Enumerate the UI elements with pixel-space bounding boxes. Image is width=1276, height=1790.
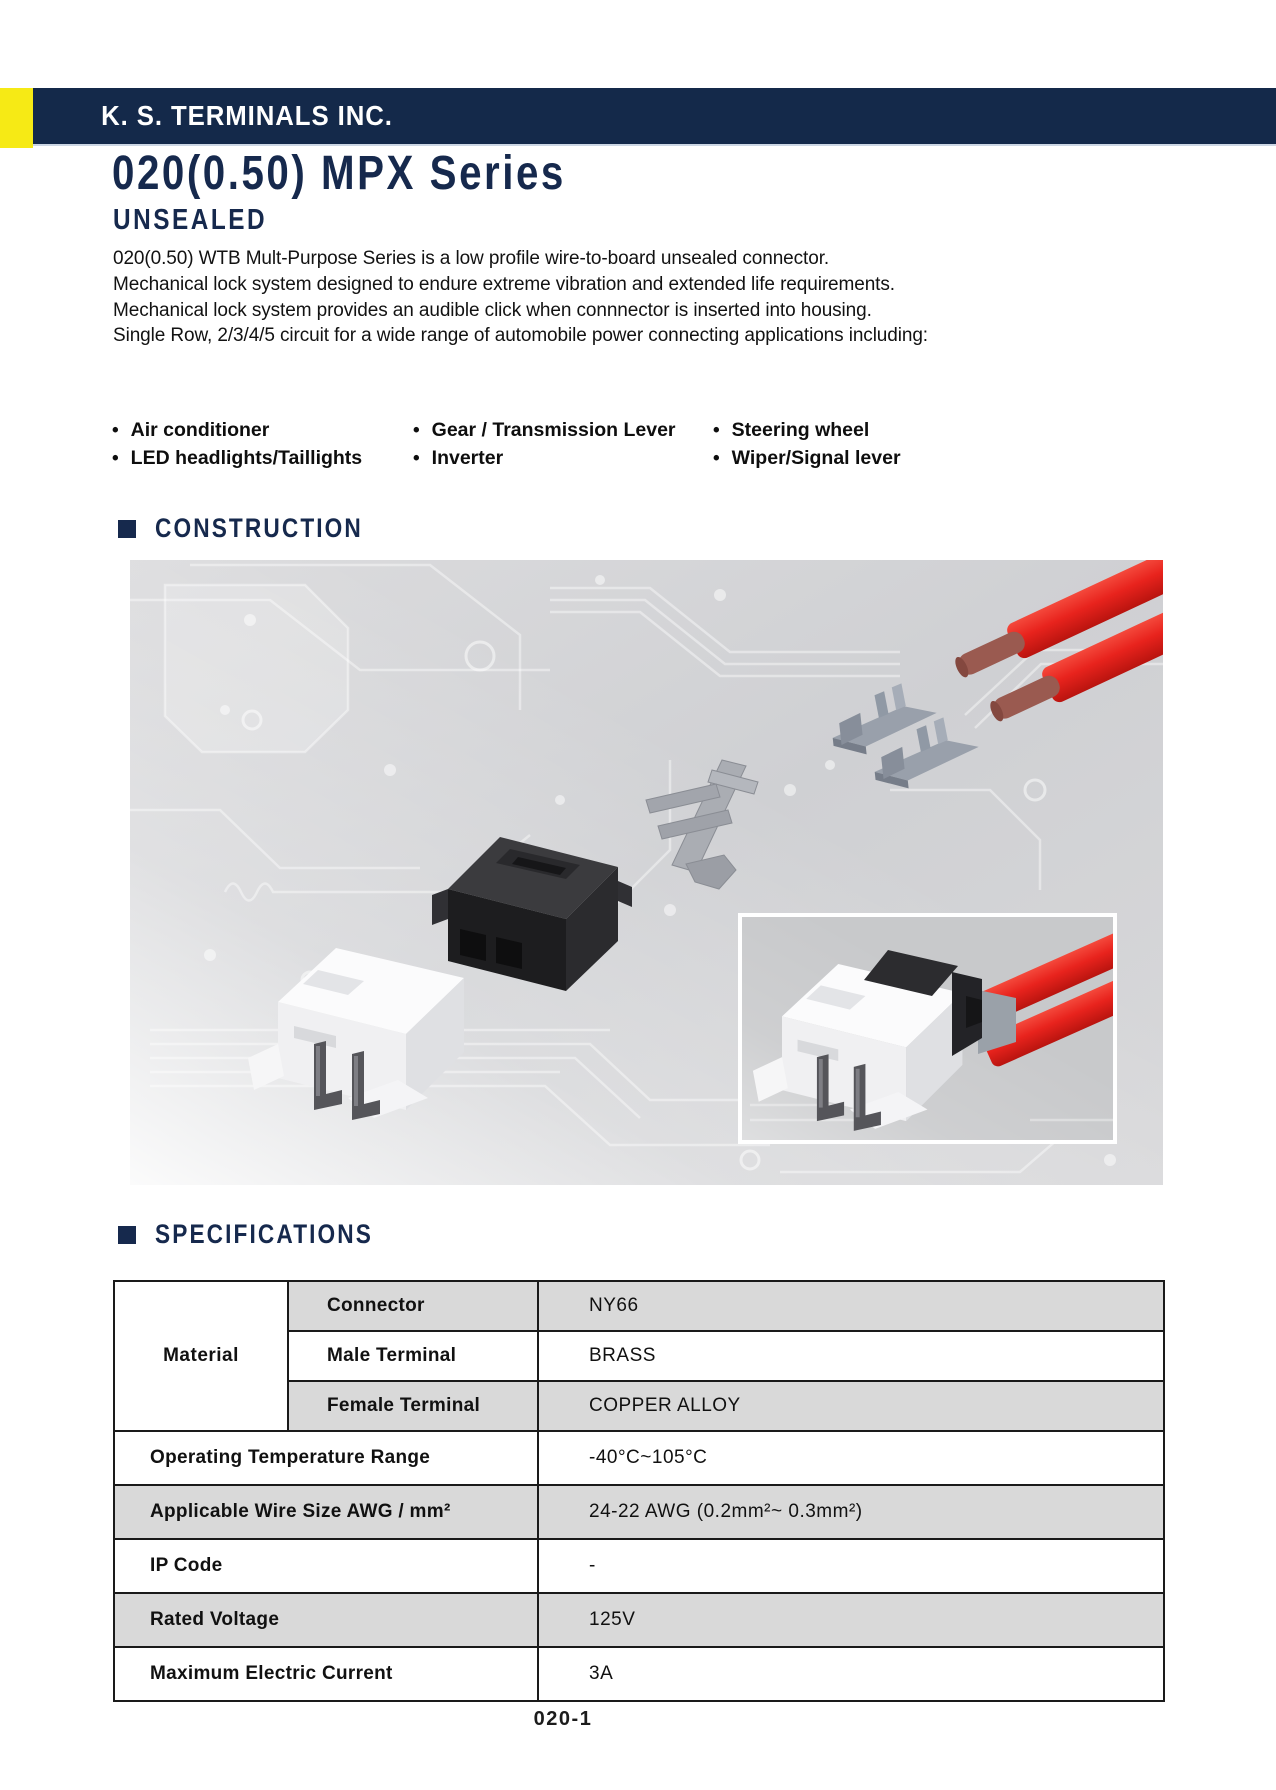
row-value: 125V [538, 1593, 1164, 1647]
yellow-accent-block [0, 88, 33, 148]
list-item: • Inverter [413, 447, 676, 475]
row-label: Operating Temperature Range [114, 1431, 538, 1485]
applications-column-1 [112, 419, 362, 475]
row-label: Rated Voltage [114, 1593, 538, 1647]
specifications-section-heading [118, 1219, 415, 1250]
table-row [114, 1431, 1164, 1485]
description-line: Single Row, 2/3/4/5 circuit for a wide range of automobile power connecting applications including: [113, 325, 928, 347]
construction-illustration [130, 560, 1163, 1185]
table-row [114, 1281, 1164, 1331]
list-item: • Air conditioner [112, 419, 362, 447]
description-line: 020(0.50) WTB Mult-Purpose Series is a low profile wire-to-board unsealed connector. [113, 248, 830, 269]
list-item: • Gear / Transmission Lever [413, 419, 676, 447]
section-title: SPECIFICATIONS [155, 1219, 374, 1249]
table-row [114, 1647, 1164, 1701]
list-item: • LED headlights/Taillights [112, 447, 362, 475]
applications-column-3 [713, 419, 901, 475]
row-label: IP Code [114, 1539, 538, 1593]
row-value: NY66 [538, 1281, 1164, 1331]
construction-section-heading [118, 513, 403, 544]
list-item: • Steering wheel [713, 419, 901, 447]
product-description [113, 246, 928, 349]
row-label: Maximum Electric Current [114, 1647, 538, 1701]
section-marker-icon [118, 520, 136, 538]
row-value: 24-22 AWG (0.2mm²~ 0.3mm²) [538, 1485, 1164, 1539]
row-value: COPPER ALLOY [538, 1381, 1164, 1431]
section-marker-icon [118, 1226, 136, 1244]
table-row [114, 1485, 1164, 1539]
row-label: Applicable Wire Size AWG / mm² [114, 1485, 538, 1539]
company-name: K. S. TERMINALS INC. [101, 100, 393, 131]
section-title: CONSTRUCTION [155, 513, 363, 543]
page-title: 020(0.50) MPX Series [112, 147, 566, 200]
material-group-label: Material [114, 1281, 288, 1431]
applications-column-2 [413, 419, 676, 475]
table-row [114, 1593, 1164, 1647]
row-value: -40°C~105°C [538, 1431, 1164, 1485]
row-value: BRASS [538, 1331, 1164, 1381]
row-label: Connector [288, 1281, 538, 1331]
description-line: Mechanical lock system provides an audible click when connnector is inserted into housing. [113, 299, 872, 321]
assembled-connector-inset [740, 915, 1163, 1142]
list-item: • Wiper/Signal lever [713, 447, 901, 475]
row-label: Male Terminal [288, 1331, 538, 1381]
row-value: - [538, 1539, 1164, 1593]
row-value: 3A [538, 1647, 1164, 1701]
specifications-table [113, 1280, 1165, 1702]
table-row [114, 1539, 1164, 1593]
description-line: Mechanical lock system designed to endure extreme vibration and extended life requirements. [113, 273, 895, 295]
brand-bar [33, 88, 1276, 146]
page-number: 020-1 [533, 1708, 593, 1730]
construction-photo [130, 560, 1163, 1185]
page-subtitle: UNSEALED [113, 204, 268, 236]
row-label: Female Terminal [288, 1381, 538, 1431]
